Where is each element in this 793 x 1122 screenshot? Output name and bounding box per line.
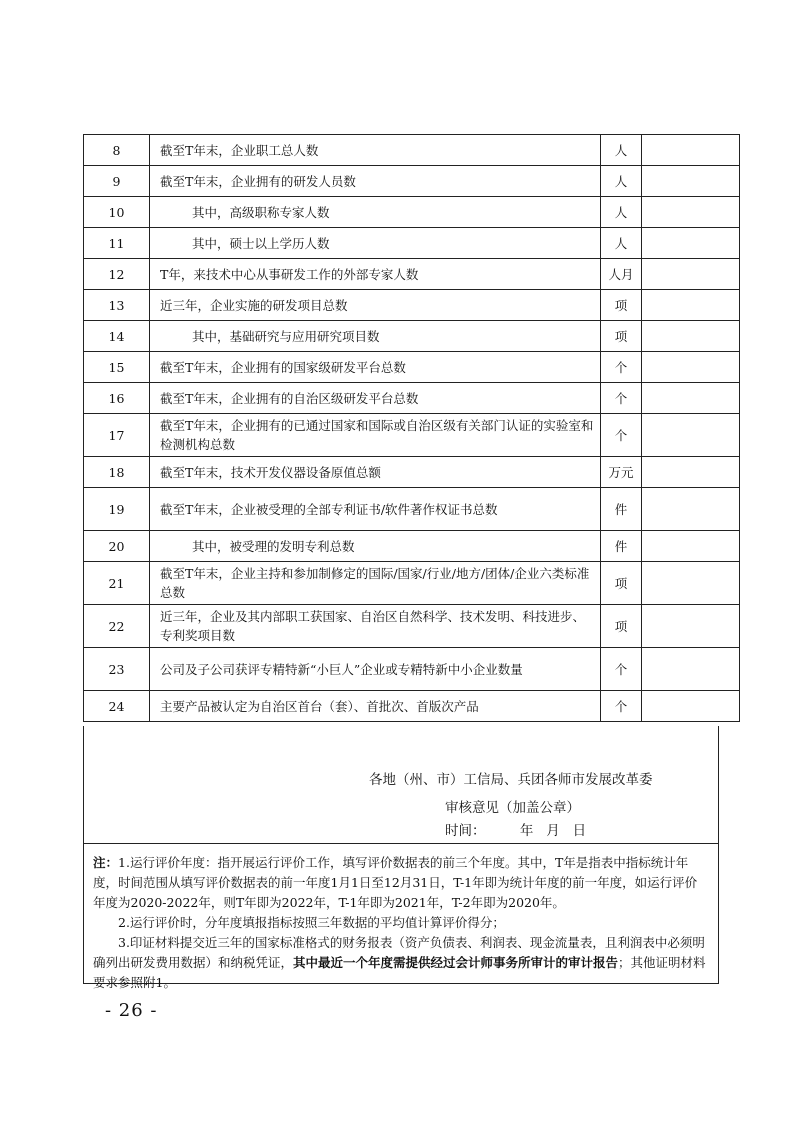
row-number: 17 [84, 414, 150, 457]
table-row [84, 648, 740, 691]
table-row [84, 228, 740, 259]
row-unit: 人 [601, 197, 642, 228]
approval-opinion-label: 审核意见（加盖公章） [445, 800, 580, 816]
page-number: - 26 - [105, 1000, 158, 1021]
row-indicator: 其中，被受理的发明专利总数 [150, 531, 601, 562]
table-row [84, 488, 740, 531]
row-number: 12 [84, 259, 150, 290]
row-unit: 个 [601, 414, 642, 457]
row-unit: 件 [601, 488, 642, 531]
row-unit: 人 [601, 135, 642, 166]
row-value-cell[interactable] [642, 605, 740, 648]
row-value-cell[interactable] [642, 531, 740, 562]
row-number: 23 [84, 648, 150, 691]
row-indicator: 截至T年末，企业被受理的全部专利证书/软件著作权证书总数 [150, 488, 601, 531]
row-unit: 个 [601, 352, 642, 383]
row-value-cell[interactable] [642, 352, 740, 383]
row-unit: 个 [601, 691, 642, 722]
row-indicator: 近三年，企业及其内部职工获国家、自治区自然科学、技术发明、科技进步、专利奖项目数 [150, 605, 601, 648]
metrics-table-body [84, 135, 740, 722]
row-number: 11 [84, 228, 150, 259]
table-row [84, 135, 740, 166]
row-indicator: 近三年，企业实施的研发项目总数 [150, 290, 601, 321]
row-indicator: 其中，基础研究与应用研究项目数 [150, 321, 601, 352]
row-unit: 人月 [601, 259, 642, 290]
note-2: 2.运行评价时，分年度填报指标按照三年数据的平均值计算评价得分； [118, 915, 505, 930]
row-value-cell[interactable] [642, 290, 740, 321]
row-value-cell[interactable] [642, 228, 740, 259]
row-unit: 项 [601, 605, 642, 648]
row-number: 21 [84, 562, 150, 605]
row-value-cell[interactable] [642, 488, 740, 531]
row-number: 9 [84, 166, 150, 197]
row-value-cell[interactable] [642, 562, 740, 605]
notes-section [83, 844, 719, 990]
row-value-cell[interactable] [642, 259, 740, 290]
row-number: 20 [84, 531, 150, 562]
row-value-cell[interactable] [642, 648, 740, 691]
row-indicator: T年，来技术中心从事研发工作的外部专家人数 [150, 259, 601, 290]
row-indicator: 其中，高级职称专家人数 [150, 197, 601, 228]
row-unit: 万元 [601, 457, 642, 488]
row-unit: 人 [601, 228, 642, 259]
row-number: 19 [84, 488, 150, 531]
table-row [84, 197, 740, 228]
row-indicator: 截至T年末，企业拥有的研发人员数 [150, 166, 601, 197]
row-number: 14 [84, 321, 150, 352]
table-row [84, 414, 740, 457]
note-1: 1.运行评价年度：指开展运行评价工作，填写评价数据表的前三个年度。其中，T年是指表中指标统计年度，时间范围从填写评价数据表的前一年度1月1日至12月31日，T-1年即为统计年度的前一年度，如运行评价年度为2020-2022年，则T年即为2022年，T-1年即为2021年，T-2年即为2020年。 [93, 855, 698, 910]
metrics-table [83, 134, 740, 722]
row-value-cell[interactable] [642, 383, 740, 414]
row-indicator: 截至T年末，企业拥有的已通过国家和国际或自治区级有关部门认证的实验室和检测机构总数 [150, 414, 601, 457]
table-row [84, 259, 740, 290]
table-row [84, 457, 740, 488]
notes-prefix: 注： [93, 855, 119, 870]
row-value-cell[interactable] [642, 166, 740, 197]
row-unit: 项 [601, 290, 642, 321]
row-value-cell[interactable] [642, 135, 740, 166]
note-3-text: 3.印证材料提交近三年的国家标准格式的财务报表（资产负债表、利润表、现金流量表，且利润表中必须明确列出研发费用数据）和纳税凭证， [93, 935, 705, 970]
row-indicator: 其中，硕士以上学历人数 [150, 228, 601, 259]
table-row [84, 531, 740, 562]
table-row [84, 691, 740, 722]
table-row [84, 352, 740, 383]
row-indicator: 主要产品被认定为自治区首台（套）、首批次、首版次产品 [150, 691, 601, 722]
row-indicator: 截至T年末，技术开发仪器设备原值总额 [150, 457, 601, 488]
table-row [84, 605, 740, 648]
row-number: 10 [84, 197, 150, 228]
note-3-emphasis: 其中最近一个年度需提供经过会计师事务所审计的审计报告 [293, 955, 619, 970]
approval-section [83, 726, 719, 844]
row-value-cell[interactable] [642, 414, 740, 457]
row-number: 22 [84, 605, 150, 648]
table-row [84, 321, 740, 352]
row-number: 18 [84, 457, 150, 488]
row-value-cell[interactable] [642, 197, 740, 228]
row-indicator: 截至T年末，企业主持和参加制修定的国际/国家/行业/地方/团体/企业六类标准总数 [150, 562, 601, 605]
table-row [84, 290, 740, 321]
row-indicator: 公司及子公司获评专精特新“小巨人”企业或专精特新中小企业数量 [150, 648, 601, 691]
row-number: 15 [84, 352, 150, 383]
row-unit: 项 [601, 562, 642, 605]
row-unit: 件 [601, 531, 642, 562]
row-number: 8 [84, 135, 150, 166]
approval-date: 时间： 年 月 日 [445, 823, 587, 839]
row-unit: 个 [601, 648, 642, 691]
row-number: 13 [84, 290, 150, 321]
row-value-cell[interactable] [642, 691, 740, 722]
row-number: 16 [84, 383, 150, 414]
row-indicator: 截至T年末，企业拥有的国家级研发平台总数 [150, 352, 601, 383]
approval-authority: 各地（州、市）工信局、兵团各师市发展改革委 [369, 772, 653, 788]
row-number: 24 [84, 691, 150, 722]
table-row [84, 562, 740, 605]
row-indicator: 截至T年末，企业职工总人数 [150, 135, 601, 166]
row-value-cell[interactable] [642, 457, 740, 488]
row-unit: 项 [601, 321, 642, 352]
row-value-cell[interactable] [642, 321, 740, 352]
row-unit: 个 [601, 383, 642, 414]
row-unit: 人 [601, 166, 642, 197]
table-row [84, 166, 740, 197]
note-3-tail: ；其他证明材料要求参照附1。 [93, 955, 706, 990]
row-indicator: 截至T年末，企业拥有的自治区级研发平台总数 [150, 383, 601, 414]
note-3 [93, 933, 709, 993]
table-row [84, 383, 740, 414]
